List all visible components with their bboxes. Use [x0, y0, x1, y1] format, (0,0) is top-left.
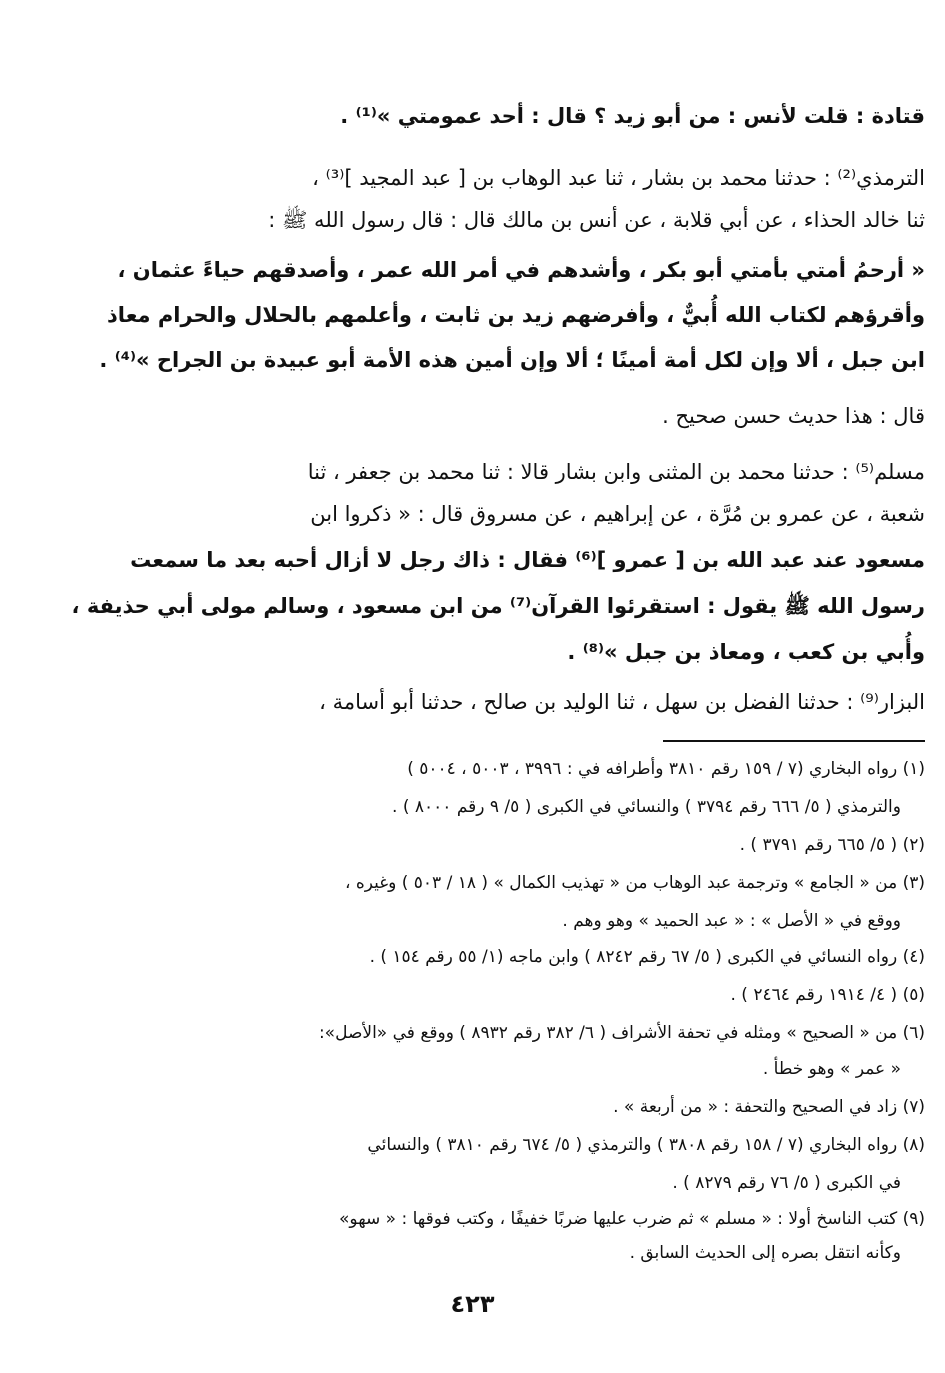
body-line-13: البزار⁽⁹⁾ : حدثنا الفضل بن سهل ، ثنا الوليد بن صالح ، حدثنا أبو أسامة ، — [319, 690, 925, 714]
footnote-line: (٦) من « الصحيح » ومثله في تحفة الأشراف ( ٦/ ٣٨٢ رقم ٨٩٣٢ ) ووقع في «الأصل»: — [318, 1023, 925, 1043]
footnote-line: والترمذي ( ٥/ ٦٦٦ رقم ٣٧٩٤ ) والنسائي في الكبرى ( ٥/ ٩ رقم ٨٠٠٠ ) . — [392, 797, 901, 817]
footnote-line: ووقع في « الأصل » : « عبد الحميد » وهو وهم . — [562, 911, 901, 931]
body-line-9: شعبة ، عن عمرو بن مُرَّة ، عن إبراهيم ، عن مسروق قال : « ذكروا ابن — [310, 502, 925, 526]
footnote-line: (٨) رواه البخاري (٧ / ١٥٨ رقم ٣٨٠٨ ) والترمذي ( ٥/ ٦٧٤ رقم ٣٨١٠ ) والنسائي — [367, 1135, 925, 1155]
footnote-line: (٣) من « الجامع » وترجمة عبد الوهاب من « تهذيب الكمال » ( ١٨ / ٥٠٣ ) وغيره ، — [344, 873, 925, 893]
body-line-10: مسعود عند عبد الله بن [ عمرو ]⁽⁶⁾ فقال : ذاك رجل لا أزال أحبه بعد ما سمعت — [130, 548, 925, 572]
footnote-line: (١) رواه البخاري (٧ / ١٥٩ رقم ٣٨١٠ وأطرافه في : ٣٩٩٦ ، ٥٠٠٣ ، ٥٠٠٤ ) — [407, 759, 925, 779]
body-line-4: « أرحمُ أمتي بأمتي أبو بكر ، وأشدهم في أمر الله عمر ، وأصدقهم حياءً عثمان ، — [117, 258, 925, 282]
body-line-1: قتادة : قلت لأنس : من أبو زيد ؟ قال : أحد عمومتي »⁽¹⁾ . — [340, 104, 925, 128]
body-line-2: الترمذي⁽²⁾ : حدثنا محمد بن بشار ، ثنا عبد الوهاب بن [ عبد المجيد ]⁽³⁾ ، — [312, 166, 925, 190]
body-line-6: ابن جبل ، ألا وإن لكل أمة أمينًا ؛ ألا وإن أمين هذه الأمة أبو عبيدة بن الجراح »⁽⁴⁾ . — [99, 348, 925, 372]
footnote-line: (٩) كتب الناسخ أولا : « مسلم » ثم ضرب عليها ضربًا خفيفًا ، وكتب فوقها : « سهو» — [339, 1209, 925, 1229]
body-line-12: وأُبي بن كعب ، ومعاذ بن جبل »⁽⁸⁾ . — [567, 640, 925, 664]
body-line-8: مسلم⁽⁵⁾ : حدثنا محمد بن المثنى وابن بشار قالا : ثنا محمد بن جعفر ، ثنا — [307, 460, 925, 484]
footnote-line: (٥) ( ٤/ ١٩١٤ رقم ٢٤٦٤ ) . — [730, 985, 925, 1005]
body-line-11: رسول الله ﷺ يقول : استقرئوا القرآن⁽⁷⁾ من ابن مسعود ، وسالم مولى أبي حذيفة ، — [71, 594, 925, 618]
footnote-line: وكأنه انتقل بصره إلى الحديث السابق . — [629, 1243, 901, 1263]
footnote-line: (٢) ( ٥/ ٦٦٥ رقم ٣٧٩١ ) . — [739, 835, 925, 855]
footnote-separator — [663, 740, 925, 742]
body-line-5: وأقرؤهم لكتاب الله أُبيٌّ ، وأفرضهم زيد بن ثابت ، وأعلمهم بالحلال والحرام معاذ — [107, 303, 925, 327]
footnote-line: في الكبرى ( ٥/ ٧٦ رقم ٨٢٧٩ ) . — [672, 1173, 901, 1193]
footnote-line: (٤) رواه النسائي في الكبرى ( ٥/ ٦٧ رقم ٨٢٤٢ ) وابن ماجه (١/ ٥٥ رقم ١٥٤ ) . — [369, 947, 925, 967]
body-line-7: قال : هذا حديث حسن صحيح . — [662, 404, 925, 428]
footnote-line: « عمر » وهو خطأ . — [762, 1059, 901, 1079]
body-line-3: ثنا خالد الحذاء ، عن أبي قلابة ، عن أنس بن مالك قال : قال رسول الله ﷺ : — [268, 208, 925, 232]
page-number: ٤٢٣ — [450, 1290, 495, 1318]
footnote-line: (٧) زاد في الصحيح والتحفة : « من أربعة » . — [613, 1097, 925, 1117]
